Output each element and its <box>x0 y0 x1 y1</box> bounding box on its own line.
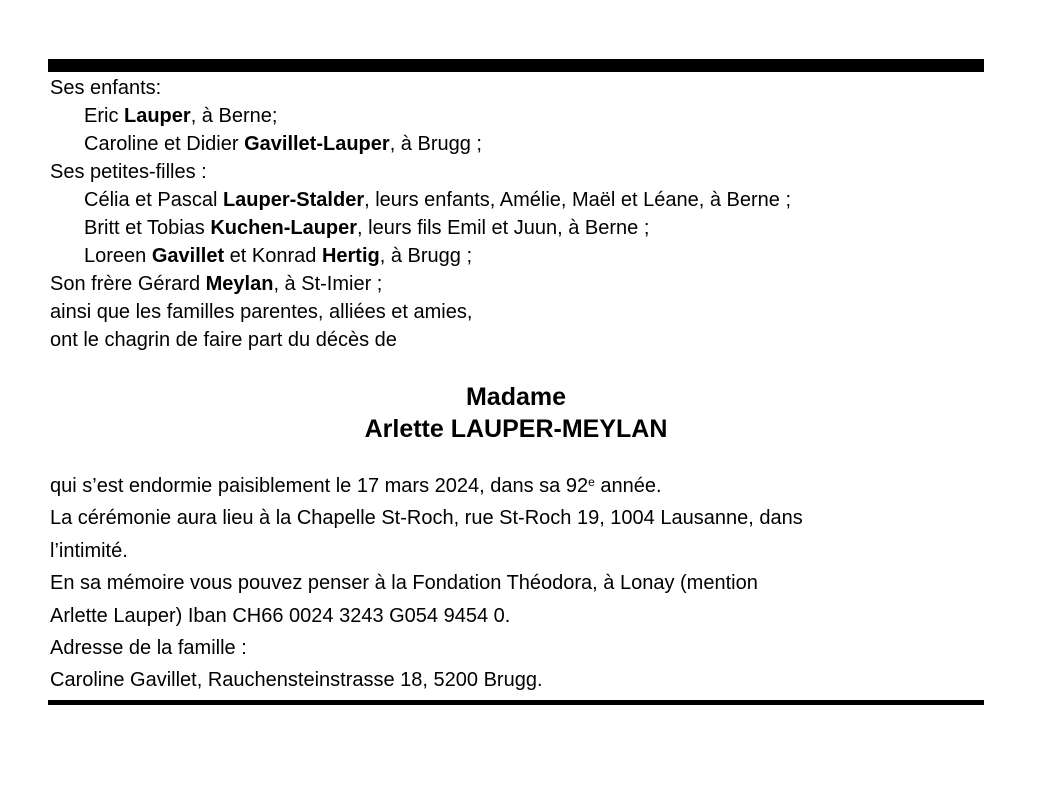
text-line <box>50 326 984 354</box>
text-segment: Loreen <box>84 245 152 267</box>
text-line <box>50 102 984 130</box>
text-segment: Adresse de la famille : <box>50 637 247 660</box>
text-segment: , leurs fils Emil et Juun, à Berne ; <box>357 217 650 239</box>
text-line <box>50 664 984 696</box>
family-name: Lauper-Stalder <box>222 189 365 211</box>
text-line <box>50 158 984 186</box>
text-segment: Arlette LAUPER-MEYLAN <box>364 415 668 443</box>
text-line <box>50 242 984 270</box>
text-line <box>50 214 984 242</box>
text-line <box>50 186 984 214</box>
text-segment: , à St-Imier ; <box>273 273 383 295</box>
ordinal-superscript: e <box>588 475 595 489</box>
deceased-name-block <box>48 381 984 445</box>
text-segment: Caroline et Didier <box>84 133 245 155</box>
text-segment: Son frère Gérard <box>50 273 206 295</box>
top-rule <box>48 59 984 72</box>
text-line <box>50 74 984 102</box>
text-segment: ont le chagrin de faire part du décès de <box>50 329 397 351</box>
text-segment: année. <box>594 475 662 497</box>
text-line <box>48 413 984 445</box>
text-segment: , à Berne; <box>190 105 278 127</box>
text-line <box>50 567 984 599</box>
text-segment: Arlette Lauper) Iban CH66 0024 3243 G054 9454 0. <box>50 604 511 627</box>
family-name: Hertig <box>321 245 380 267</box>
bottom-rule <box>48 700 984 705</box>
family-name: Meylan <box>205 273 274 295</box>
text-segment: Ses enfants: <box>50 77 162 99</box>
text-line <box>50 632 984 664</box>
text-segment: En sa mémoire vous pouvez penser à la Fondation Théodora, à Lonay (mention <box>50 572 758 595</box>
family-name: Gavillet <box>151 245 225 267</box>
text-segment: Ses petites-filles : <box>50 161 207 183</box>
text-segment: La cérémonie aura lieu à la Chapelle St-Roch, rue St-Roch 19, 1004 Lausanne, dans <box>50 507 803 530</box>
text-line <box>50 270 984 298</box>
text-segment: , leurs enfants, Amélie, Maël et Léane, à Berne ; <box>364 189 792 211</box>
text-segment: Britt et Tobias <box>84 217 211 239</box>
text-line <box>50 130 984 158</box>
death-notice-sheet <box>48 0 984 786</box>
text-segment: Célia et Pascal <box>84 189 223 211</box>
family-announcement-block <box>50 74 984 354</box>
text-line <box>50 298 984 326</box>
family-name: Kuchen-Lauper <box>210 217 358 239</box>
text-line <box>50 470 984 502</box>
text-segment: , à Brugg ; <box>389 133 482 155</box>
family-name: Gavillet-Lauper <box>244 133 390 155</box>
text-segment: et Konrad <box>224 245 322 267</box>
text-segment: ainsi que les familles parentes, alliées et amies, <box>50 301 473 323</box>
text-line <box>50 535 984 567</box>
text-segment: , à Brugg ; <box>379 245 473 267</box>
text-segment: Eric <box>84 105 124 127</box>
text-segment: l’intimité. <box>50 539 128 562</box>
text-line <box>50 502 984 534</box>
text-line <box>50 600 984 632</box>
text-line <box>48 381 984 413</box>
ceremony-details-block <box>50 470 984 697</box>
text-segment: Madame <box>465 383 567 411</box>
text-segment: qui s’est endormie paisiblement le 17 mars 2024, dans sa 92 <box>50 475 589 497</box>
family-name: Lauper <box>124 105 191 127</box>
text-segment: Caroline Gavillet, Rauchensteinstrasse 18, 5200 Brugg. <box>50 669 543 692</box>
